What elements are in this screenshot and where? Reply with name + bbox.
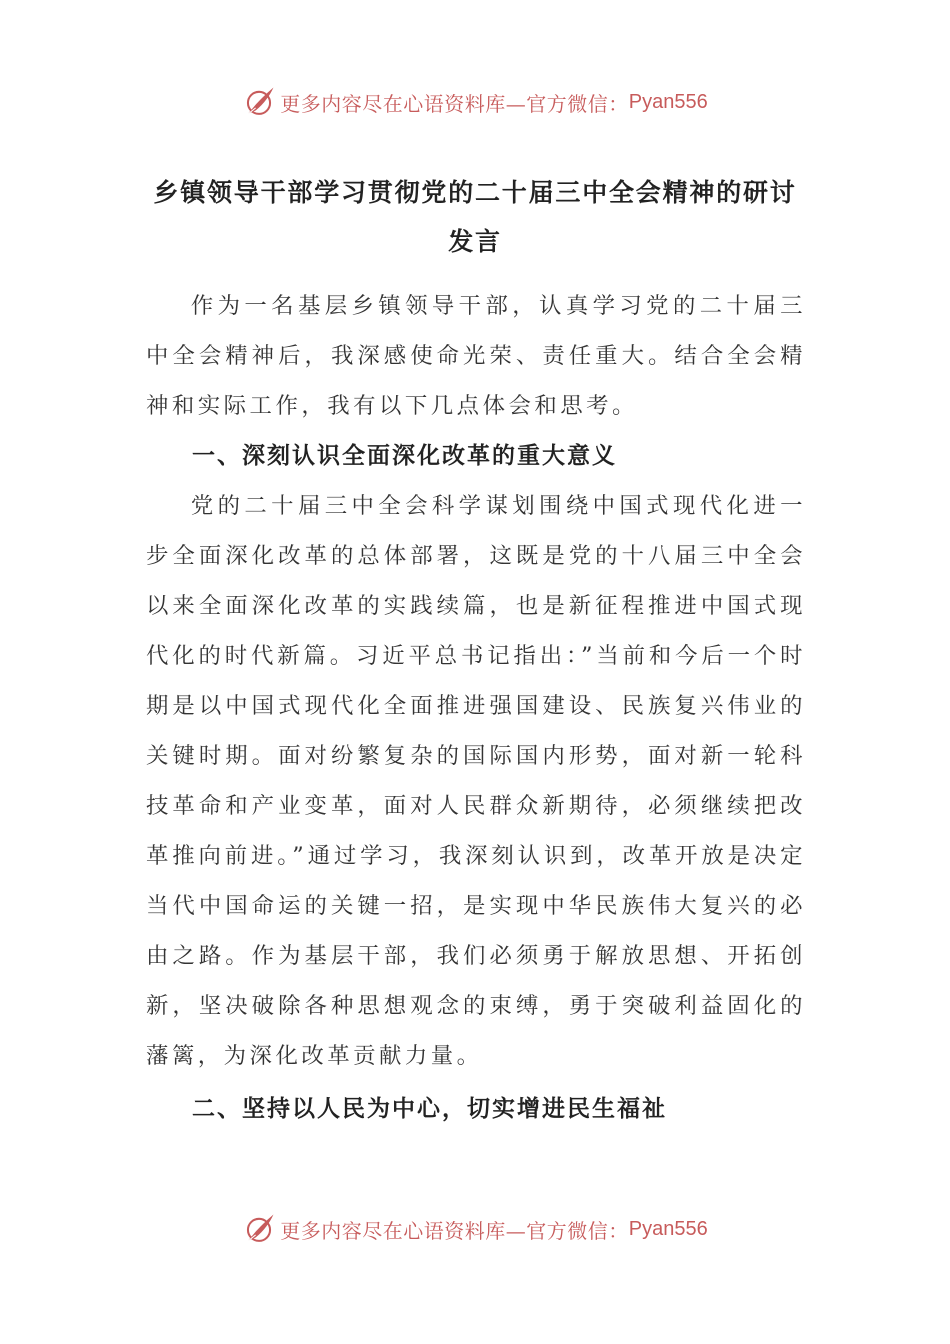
- watermark-text: 更多内容尽在心语资料库—官方微信：: [280, 1218, 629, 1243]
- section-heading-2: 二、坚持以人民为中心，切实增进民生福祉: [192, 1096, 667, 1122]
- watermark-banner-bottom: [0, 1207, 950, 1251]
- watermark-text: 更多内容尽在心语资料库—官方微信：: [280, 91, 629, 116]
- section-heading-1: 一、深刻认识全面深化改革的重大意义: [192, 443, 617, 469]
- watermark-account: Pyan556: [628, 1217, 708, 1240]
- quill-in-circle-icon: [242, 1212, 276, 1246]
- watermark-banner-top: [0, 80, 950, 124]
- intro-paragraph: 作为一名基层乡镇领导干部，认真学习党的二十届三中全会精神后，我深感使命光荣、责任重大。结合全会精神和实际工作，我有以下几点体会和思考。: [146, 293, 806, 419]
- quill-in-circle-icon: [242, 85, 276, 119]
- document-title: 乡镇领导干部学习贯彻党的二十届三中全会精神的研讨发言: [153, 178, 797, 256]
- watermark-account: Pyan556: [628, 90, 708, 113]
- section-1-paragraph: 党的二十届三中全会科学谋划围绕中国式现代化进一步全面深化改革的总体部署，这既是党的十八届三中全会以来全面深化改革的实践续篇，也是新征程推进中国式现代化的时代新篇。习近平总书记指出：”当前和今后一个时期是以中国式现代化全面推进强国建设、民族复兴伟业的关键时期。面对纷繁复杂的国际国内形势，面对新一轮科技革命和产业变革，面对人民群众新期待，必须继续把改革推向前进。”通过学习，我深刻认识到，改革开放是决定当代中国命运的关键一招，是实现中华民族伟大复兴的必由之路。作为基层干部，我们必须勇于解放思想、开拓创新，坚决破除各种思想观念的束缚，勇于突破利益固化的藩篱，为深化改革贡献力量。: [146, 493, 806, 1069]
- document-body: [146, 281, 806, 1134]
